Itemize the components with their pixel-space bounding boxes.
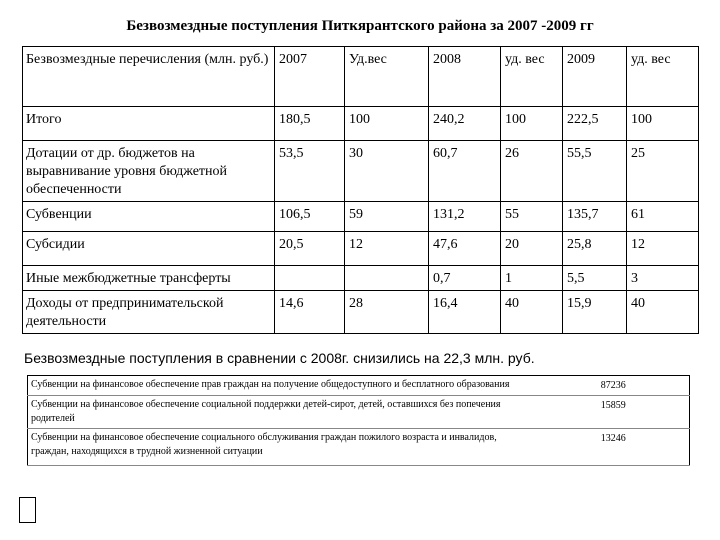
subvention-text: Субвенции на финансовое обеспечение социального обслуживания граждан пожилого возраста и инвалидов, граждан, находящихся в трудной жизненной ситуации xyxy=(28,429,538,466)
subvention-value: 87236 xyxy=(538,376,690,396)
table-cell: 26 xyxy=(501,141,563,202)
table-cell: 59 xyxy=(345,202,429,232)
table-row xyxy=(23,291,699,334)
table-cell: Субвенции xyxy=(23,202,275,232)
table-cell: 28 xyxy=(345,291,429,334)
subvention-value: 13246 xyxy=(538,429,690,466)
table-cell: 30 xyxy=(345,141,429,202)
receipts-table xyxy=(22,46,699,334)
table-cell: 61 xyxy=(627,202,699,232)
header-cell: Безвозмездные перечисления (млн. руб.) xyxy=(23,47,275,107)
table-row xyxy=(23,141,699,202)
table-cell: 100 xyxy=(627,107,699,141)
subvention-value: 15859 xyxy=(538,396,690,429)
table-cell: 135,7 xyxy=(563,202,627,232)
table-cell: 60,7 xyxy=(429,141,501,202)
table-cell: Иные межбюджетные трансферты xyxy=(23,266,275,291)
table-cell: 240,2 xyxy=(429,107,501,141)
table-cell: 40 xyxy=(501,291,563,334)
comparison-note: Безвозмездные поступления в сравнении с 2008г. снизились на 22,3 млн. руб. xyxy=(24,350,535,366)
table-cell: 25,8 xyxy=(563,232,627,266)
subvention-text: Субвенции на финансовое обеспечение социальной поддержки детей-сирот, детей, оставшихся без попечения родителей xyxy=(28,396,538,429)
table-cell: 100 xyxy=(345,107,429,141)
table-cell: 20,5 xyxy=(275,232,345,266)
table-cell xyxy=(275,266,345,291)
table-row xyxy=(28,429,690,466)
table-cell: 131,2 xyxy=(429,202,501,232)
header-cell: Уд.вес xyxy=(345,47,429,107)
table-cell: Итого xyxy=(23,107,275,141)
checkbox[interactable] xyxy=(19,497,36,523)
table-cell: 12 xyxy=(345,232,429,266)
table-cell: 100 xyxy=(501,107,563,141)
table-cell xyxy=(345,266,429,291)
subventions-table xyxy=(27,375,690,466)
table-cell: 3 xyxy=(627,266,699,291)
subvention-text: Субвенции на финансовое обеспечение прав граждан на получение общедоступного и бесплатного образования xyxy=(28,376,538,396)
table-cell: 15,9 xyxy=(563,291,627,334)
table-row xyxy=(23,107,699,141)
table-cell: Доходы от предпринимательской деятельности xyxy=(23,291,275,334)
table-cell: 0,7 xyxy=(429,266,501,291)
header-cell: 2007 xyxy=(275,47,345,107)
page-title: Безвозмездные поступления Питкярантского района за 2007 -2009 гг xyxy=(126,18,594,34)
table-cell: 12 xyxy=(627,232,699,266)
table-cell: Субсидии xyxy=(23,232,275,266)
header-cell: уд. вес xyxy=(627,47,699,107)
table-cell: 55,5 xyxy=(563,141,627,202)
table-cell: 16,4 xyxy=(429,291,501,334)
table-cell: 180,5 xyxy=(275,107,345,141)
table-cell: 40 xyxy=(627,291,699,334)
table-cell: 222,5 xyxy=(563,107,627,141)
table-cell: 47,6 xyxy=(429,232,501,266)
header-cell: уд. вес xyxy=(501,47,563,107)
table-row xyxy=(23,266,699,291)
table-cell: 5,5 xyxy=(563,266,627,291)
header-cell: 2008 xyxy=(429,47,501,107)
table-cell: 20 xyxy=(501,232,563,266)
header-cell: 2009 xyxy=(563,47,627,107)
table-cell: 106,5 xyxy=(275,202,345,232)
table-row xyxy=(28,376,690,396)
table-cell: 25 xyxy=(627,141,699,202)
table-header-row xyxy=(23,47,699,107)
table-row xyxy=(23,202,699,232)
table-cell: 1 xyxy=(501,266,563,291)
table-cell: 55 xyxy=(501,202,563,232)
table-cell: Дотации от др. бюджетов на выравнивание уровня бюджетной обеспеченности xyxy=(23,141,275,202)
table-cell: 53,5 xyxy=(275,141,345,202)
table-row xyxy=(23,232,699,266)
table-row xyxy=(28,396,690,429)
table-cell: 14,6 xyxy=(275,291,345,334)
